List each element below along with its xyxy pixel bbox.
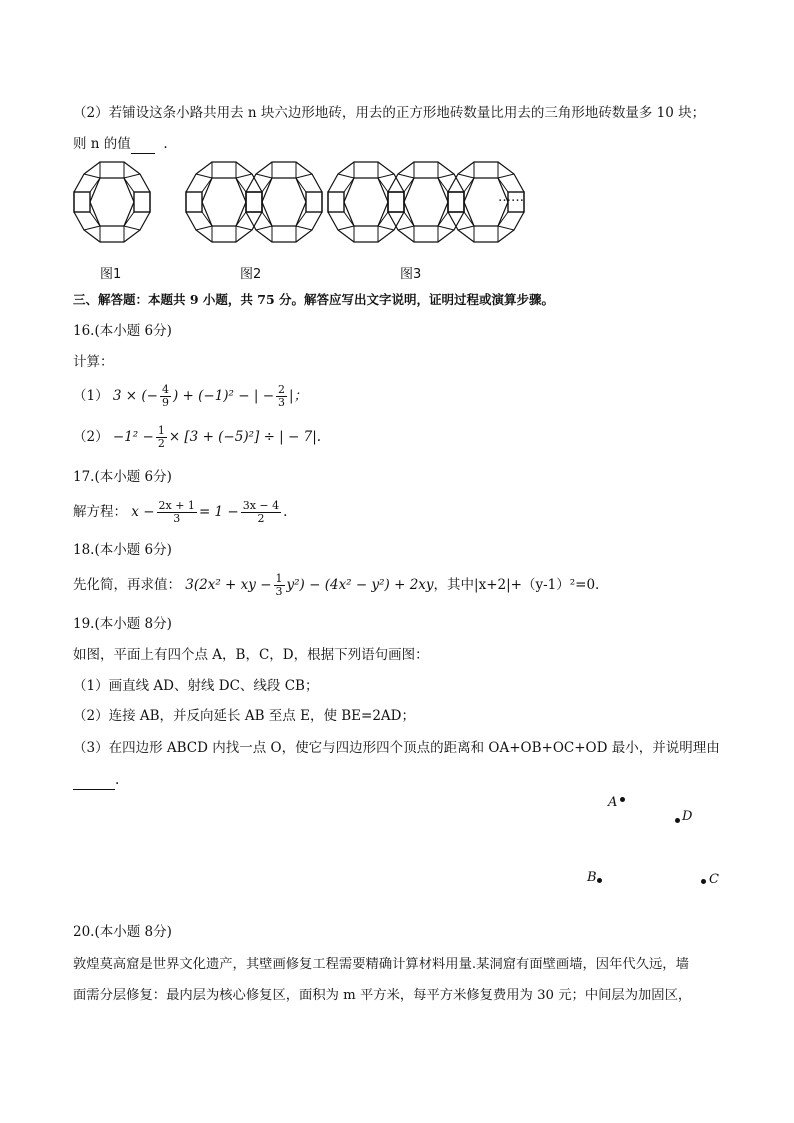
q19-part2: （2）连接 AB，并反向延长 AB 至点 E，使 BE=2AD； bbox=[73, 708, 415, 724]
point-d bbox=[675, 818, 680, 823]
point-a bbox=[620, 797, 625, 802]
q19-part3: （3）在四边形 ABCD 内找一点 O，使它与四边形四个顶点的距离和 OA+OB+OC+OD 最小，并说明理由 bbox=[73, 740, 720, 756]
q18-prefix: 先化简，再求值： bbox=[73, 577, 181, 593]
q16-intro: 计算： bbox=[73, 354, 114, 370]
point-c-label: C bbox=[709, 872, 719, 887]
answer-blank[interactable] bbox=[131, 139, 155, 154]
answer-blank[interactable] bbox=[73, 775, 115, 790]
figure-1-tile bbox=[74, 162, 150, 242]
q17-prefix: 解方程： bbox=[73, 504, 127, 520]
point-a-label: A bbox=[608, 795, 618, 810]
q17-equation bbox=[73, 500, 287, 525]
figure-1-label: 图1 bbox=[100, 267, 122, 282]
point-c bbox=[701, 879, 706, 884]
q19-header: 19.(本小题 8分) bbox=[73, 616, 172, 632]
section-3-title: 三、解答题：本题共 9 小题，共 75 分。解答应写出文字说明，证明过程或演算步骤。 bbox=[73, 292, 555, 307]
q20-line1: 敦煌莫高窟是世界文化遗产，其壁画修复工程需要精确计算材料用量.某洞窟有面壁画墙，因年代久远，墙 bbox=[73, 957, 689, 972]
point-d-label: D bbox=[682, 809, 693, 824]
q16-part2-b: × [3 + (−5)²] ÷ | − 7|. bbox=[168, 429, 322, 445]
q17-a: x − bbox=[131, 504, 155, 520]
q15-part2-line2 bbox=[73, 134, 168, 154]
q16-part2-prefix: （2） bbox=[73, 429, 109, 445]
q16-part2-fraction: $\frac{1}{2}$ bbox=[157, 424, 165, 450]
tiling-figures bbox=[70, 160, 530, 245]
q16-part1-a: 3 × (− bbox=[112, 388, 158, 404]
q19-part3-blank-line bbox=[73, 770, 119, 790]
point-b bbox=[597, 878, 602, 883]
point-b-label: B bbox=[587, 870, 597, 885]
q16-part2 bbox=[73, 425, 321, 450]
q16-part1 bbox=[73, 384, 307, 409]
q15-part2-suffix: . bbox=[163, 136, 168, 152]
q19-intro: 如图，平面上有四个点 A，B，C，D，根据下列语句画图： bbox=[73, 647, 429, 663]
q18-expression bbox=[73, 573, 599, 598]
q17-b: = 1 − bbox=[198, 504, 239, 520]
q20-header: 20.(本小题 8分) bbox=[73, 924, 172, 940]
q16-part2-a: −1² − bbox=[112, 429, 154, 445]
q17-fraction1: $\frac{2x + 1}{3}$ bbox=[158, 499, 195, 525]
q18-b: y²) − (4x² − y²) + 2xy bbox=[286, 577, 434, 593]
q19-part1: （1）画直线 AD、射线 DC、线段 CB； bbox=[73, 678, 319, 694]
q18-a: 3(2x² + xy − bbox=[185, 577, 272, 593]
figure-3-tiles bbox=[328, 162, 524, 242]
figure-2-tiles bbox=[186, 162, 322, 242]
q18-header: 18.(本小题 6分) bbox=[73, 542, 172, 558]
q17-header: 17.(本小题 6分) bbox=[73, 469, 172, 485]
q16-part1-fraction2: $\frac{2}{3}$ bbox=[278, 383, 286, 409]
q15-part2-line1: （2）若铺设这条小路共用去 n 块六边形地砖，用去的正方形地砖数量比用去的三角形地砖数量多 10 块； bbox=[73, 105, 706, 121]
q15-part2-prefix: 则 n 的值 bbox=[73, 136, 131, 152]
q16-part1-c: |； bbox=[289, 388, 308, 404]
q16-part1-fraction1: $\frac{4}{9}$ bbox=[161, 383, 169, 409]
q18-suffix: ，其中|x+2|+（y-1）²=0. bbox=[433, 577, 600, 593]
q16-part1-prefix: （1） bbox=[73, 388, 109, 404]
q17-c: . bbox=[283, 504, 288, 520]
figure-2-label: 图2 bbox=[240, 267, 262, 282]
figure-3-label: 图3 bbox=[400, 267, 422, 282]
q16-header: 16.(本小题 6分) bbox=[73, 323, 172, 339]
q18-fraction: $\frac{1}{3}$ bbox=[275, 572, 283, 598]
figure-ellipsis: …… bbox=[498, 190, 524, 205]
q19-part3-end: . bbox=[115, 772, 120, 788]
q17-fraction2: $\frac{3x - 4}{2}$ bbox=[242, 499, 280, 525]
q20-line2: 面需分层修复：最内层为核心修复区，面积为 m 平方米，每平方米修复费用为 30 元；中间层为加固区， bbox=[73, 988, 692, 1003]
q16-part1-b: ) + (−1)² − | − bbox=[172, 388, 275, 404]
